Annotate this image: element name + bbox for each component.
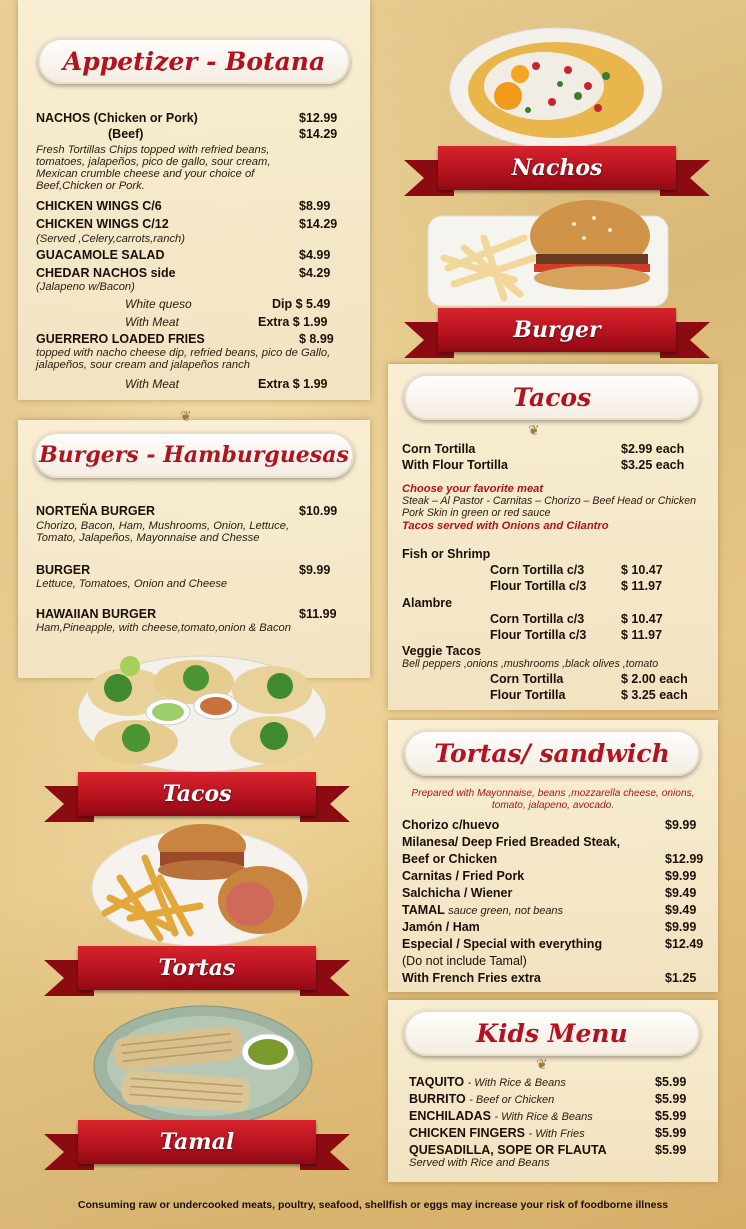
kids-panel [388, 1000, 718, 1182]
veggie-flour-label: Flour Tortilla [490, 688, 566, 702]
note-line: tomato, jalapeno, avocado. [491, 800, 615, 811]
torta-item: Milanesa/ Deep Fried Breaded Steak, [402, 835, 621, 849]
ribbon-band [78, 946, 316, 990]
meat-extra-label: With Meat [125, 315, 179, 329]
queso-label: White queso [125, 297, 192, 311]
tacos-title: Tacos [512, 382, 592, 412]
tacos-ribbon [44, 772, 350, 816]
hawaiian-burger-description: Ham,Pineapple, with cheese,tomato,onion & Bacon [36, 622, 291, 634]
veggie-flour-price: $ 3.25 each [621, 688, 688, 702]
meat-extra-price: Extra $ 1.99 [258, 315, 328, 329]
fries-meat-price: Extra $ 1.99 [258, 377, 328, 391]
fish-flour-price: $ 11.97 [621, 579, 663, 593]
kids-item: QUESADILLA, SOPE OR FLAUTA [409, 1143, 607, 1157]
veggie-tacos-label: Veggie Tacos [402, 644, 481, 658]
desc-line: topped with nacho cheese dip, refried beans, pico de Gallo, [36, 347, 331, 359]
torta-item: Carnitas / Fried Pork [402, 869, 525, 883]
nortena-burger-description [36, 520, 289, 544]
torta-item: Jamón / Ham [402, 920, 480, 934]
nachos-photo [448, 26, 664, 150]
burger-photo [424, 198, 676, 310]
flour-tortilla-label: With Flour Tortilla [402, 458, 508, 472]
fries-meat-label: With Meat [125, 377, 179, 391]
veggie-corn-label: Corn Tortilla [490, 672, 564, 686]
wings-description: (Served ,Celery,carrots,ranch) [36, 233, 186, 245]
guacamole-price: $4.99 [299, 248, 331, 262]
ribbon-band [438, 146, 676, 190]
kids-price: $5.99 [655, 1109, 687, 1123]
torta-item: (Do not include Tamal) [402, 954, 527, 968]
tacos-ribbon-label: Tacos [162, 781, 232, 807]
torta-item-note: sauce green, not beans [448, 905, 564, 917]
kids-item-note: - With Fries [528, 1128, 585, 1140]
kids-item-note: - With Rice & Beans [467, 1077, 566, 1089]
wings6-price: $8.99 [299, 199, 331, 213]
tortas-note [388, 788, 718, 812]
fish-shrimp-label: Fish or Shrimp [402, 547, 491, 561]
beef-label: (Beef) [108, 127, 144, 141]
nachos-ribbon-label: Nachos [511, 155, 603, 181]
tacos-title-plate [404, 374, 700, 420]
fish-flour-label: Flour Tortilla c/3 [490, 579, 587, 593]
torta-item: With French Fries extra [402, 971, 541, 985]
kids-price: $5.99 [655, 1126, 687, 1140]
queso-price: Dip $ 5.49 [272, 297, 331, 311]
kids-item-name: ENCHILADAS [409, 1109, 491, 1123]
tortas-ribbon-label: Tortas [158, 955, 236, 981]
burger-price: $9.99 [299, 563, 331, 577]
desc-line: Mexican crumble cheese and your choice of [36, 168, 255, 180]
flour-tortilla-price: $3.25 each [621, 458, 685, 472]
kids-last-note: Served with Rice and Beans [409, 1157, 550, 1169]
desc-line: Tomato, Jalapeños, Mayonnaise and Chesse [36, 532, 260, 544]
tacos-served-note: Tacos served with Onions and Cilantro [402, 520, 609, 532]
burger-label: BURGER [36, 563, 91, 577]
flourish-ornament: ❦ [180, 408, 192, 424]
corn-tortilla-label: Corn Tortilla [402, 442, 476, 456]
desc-line: Chorizo, Bacon, Ham, Mushrooms, Onion, Lettuce, [36, 520, 290, 532]
wings12-price: $14.29 [299, 217, 338, 231]
nortena-burger-label: NORTEÑA BURGER [36, 504, 155, 518]
hawaiian-burger-label: HAWAIIAN BURGER [36, 607, 157, 621]
kids-item-note: - Beef or Chicken [469, 1094, 555, 1106]
fish-corn-price: $ 10.47 [621, 563, 663, 577]
nachos-description [36, 144, 270, 192]
appetizer-panel [18, 0, 370, 400]
torta-price: $9.49 [665, 886, 697, 900]
tacos-photo [76, 652, 328, 772]
kids-item-name: BURRITO [409, 1092, 466, 1106]
desc-line: Beef,Chicken or Pork. [36, 180, 145, 192]
burgers-panel [18, 408, 370, 678]
ribbon-band [78, 772, 316, 816]
chedar-price: $4.29 [299, 266, 331, 280]
fries-label: GUERRERO LOADED FRIES [36, 332, 205, 346]
kids-title: Kids Menu [476, 1018, 628, 1048]
desc-line: jalapeños, sour cream and jalapeños ranch [36, 359, 250, 371]
veggie-description: Bell peppers ,onions ,mushrooms ,black olives ,tomato [402, 658, 659, 670]
appetizer-title: Appetizer - Botana [62, 46, 326, 76]
tortas-panel [388, 720, 718, 992]
tortas-photo [90, 818, 310, 948]
tacos-panel [388, 364, 718, 710]
corn-tortilla-price: $2.99 each [621, 442, 685, 456]
burger-ribbon [404, 308, 710, 352]
nachos-ribbon [404, 146, 710, 190]
meat-options [402, 495, 696, 519]
appetizer-title-plate [38, 38, 350, 84]
tortas-title: Tortas/ sandwich [434, 738, 670, 768]
desc-line: tomatoes, jalapeños, pico de gallo, sour cream, [36, 156, 271, 168]
torta-item: Especial / Special with everything [402, 937, 603, 951]
torta-item-name: TAMAL [402, 903, 445, 917]
kids-item-note: - With Rice & Beans [494, 1111, 593, 1123]
torta-price: $1.25 [665, 971, 697, 985]
burgers-title: Burgers - Hamburguesas [39, 442, 349, 468]
note-line: Prepared with Mayonnaise, beans ,mozzarella cheese, onions, [411, 788, 695, 799]
torta-item: Chorizo c/huevo [402, 818, 500, 832]
alambre-corn-label: Corn Tortilla c/3 [490, 612, 585, 626]
alambre-flour-label: Flour Tortilla c/3 [490, 628, 587, 642]
kids-title-plate [404, 1010, 700, 1056]
kids-price: $5.99 [655, 1143, 687, 1157]
tortas-title-plate [404, 730, 700, 776]
kids-item-name: TAQUITO [409, 1075, 465, 1089]
torta-price: $9.49 [665, 903, 697, 917]
wings6-label: CHICKEN WINGS C/6 [36, 199, 162, 213]
tamal-ribbon [44, 1120, 350, 1164]
chedar-description: (Jalapeno w/Bacon) [36, 281, 135, 293]
meat-line: Steak – Al Pastor - Carnitas – Chorizo – Beef Head or Chicken [402, 495, 697, 507]
burger-description: Lettuce, Tomatoes, Onion and Cheese [36, 578, 228, 590]
fries-price: $ 8.99 [299, 332, 334, 346]
tamal-photo [92, 1004, 314, 1128]
guacamole-label: GUACAMOLE SALAD [36, 248, 165, 262]
burgers-title-plate [34, 432, 354, 478]
ribbon-band [438, 308, 676, 352]
alambre-flour-price: $ 11.97 [621, 628, 663, 642]
burger-ribbon-label: Burger [513, 317, 601, 343]
kids-item-name: CHICKEN FINGERS [409, 1126, 525, 1140]
torta-price: $12.99 [665, 852, 704, 866]
torta-price: $12.49 [665, 937, 704, 951]
tamal-ribbon-label: Tamal [159, 1129, 235, 1155]
torta-price: $9.99 [665, 818, 697, 832]
chedar-label: CHEDAR NACHOS side [36, 266, 176, 280]
veggie-corn-price: $ 2.00 each [621, 672, 688, 686]
kids-price: $5.99 [655, 1092, 687, 1106]
alambre-corn-price: $ 10.47 [621, 612, 663, 626]
nachos-price: $12.99 [299, 111, 338, 125]
torta-price: $9.99 [665, 920, 697, 934]
choose-meat-heading: Choose your favorite meat [402, 483, 544, 495]
wings12-label: CHICKEN WINGS C/12 [36, 217, 169, 231]
nortena-burger-price: $10.99 [299, 504, 338, 518]
flourish-ornament: ❦ [536, 1056, 548, 1072]
meat-line: Pork Skin in green or red sauce [402, 507, 551, 519]
fries-description [36, 347, 330, 371]
tortas-ribbon [44, 946, 350, 990]
kids-price: $5.99 [655, 1075, 687, 1089]
flourish-ornament: ❦ [528, 422, 540, 438]
beef-price: $14.29 [299, 127, 338, 141]
food-safety-disclaimer: Consuming raw or undercooked meats, poultry, seafood, shellfish or eggs may increase your risk of foodborne illness [77, 1199, 669, 1211]
hawaiian-burger-price: $11.99 [299, 607, 337, 621]
torta-item: Salchicha / Wiener [402, 886, 513, 900]
fish-corn-label: Corn Tortilla c/3 [490, 563, 585, 577]
alambre-label: Alambre [402, 596, 453, 610]
ribbon-band [78, 1120, 316, 1164]
desc-line: Fresh Tortillas Chips topped with refried beans, [36, 144, 270, 156]
nachos-label: NACHOS (Chicken or Pork) [36, 111, 198, 125]
torta-price: $9.99 [665, 869, 697, 883]
torta-item: Beef or Chicken [402, 852, 498, 866]
